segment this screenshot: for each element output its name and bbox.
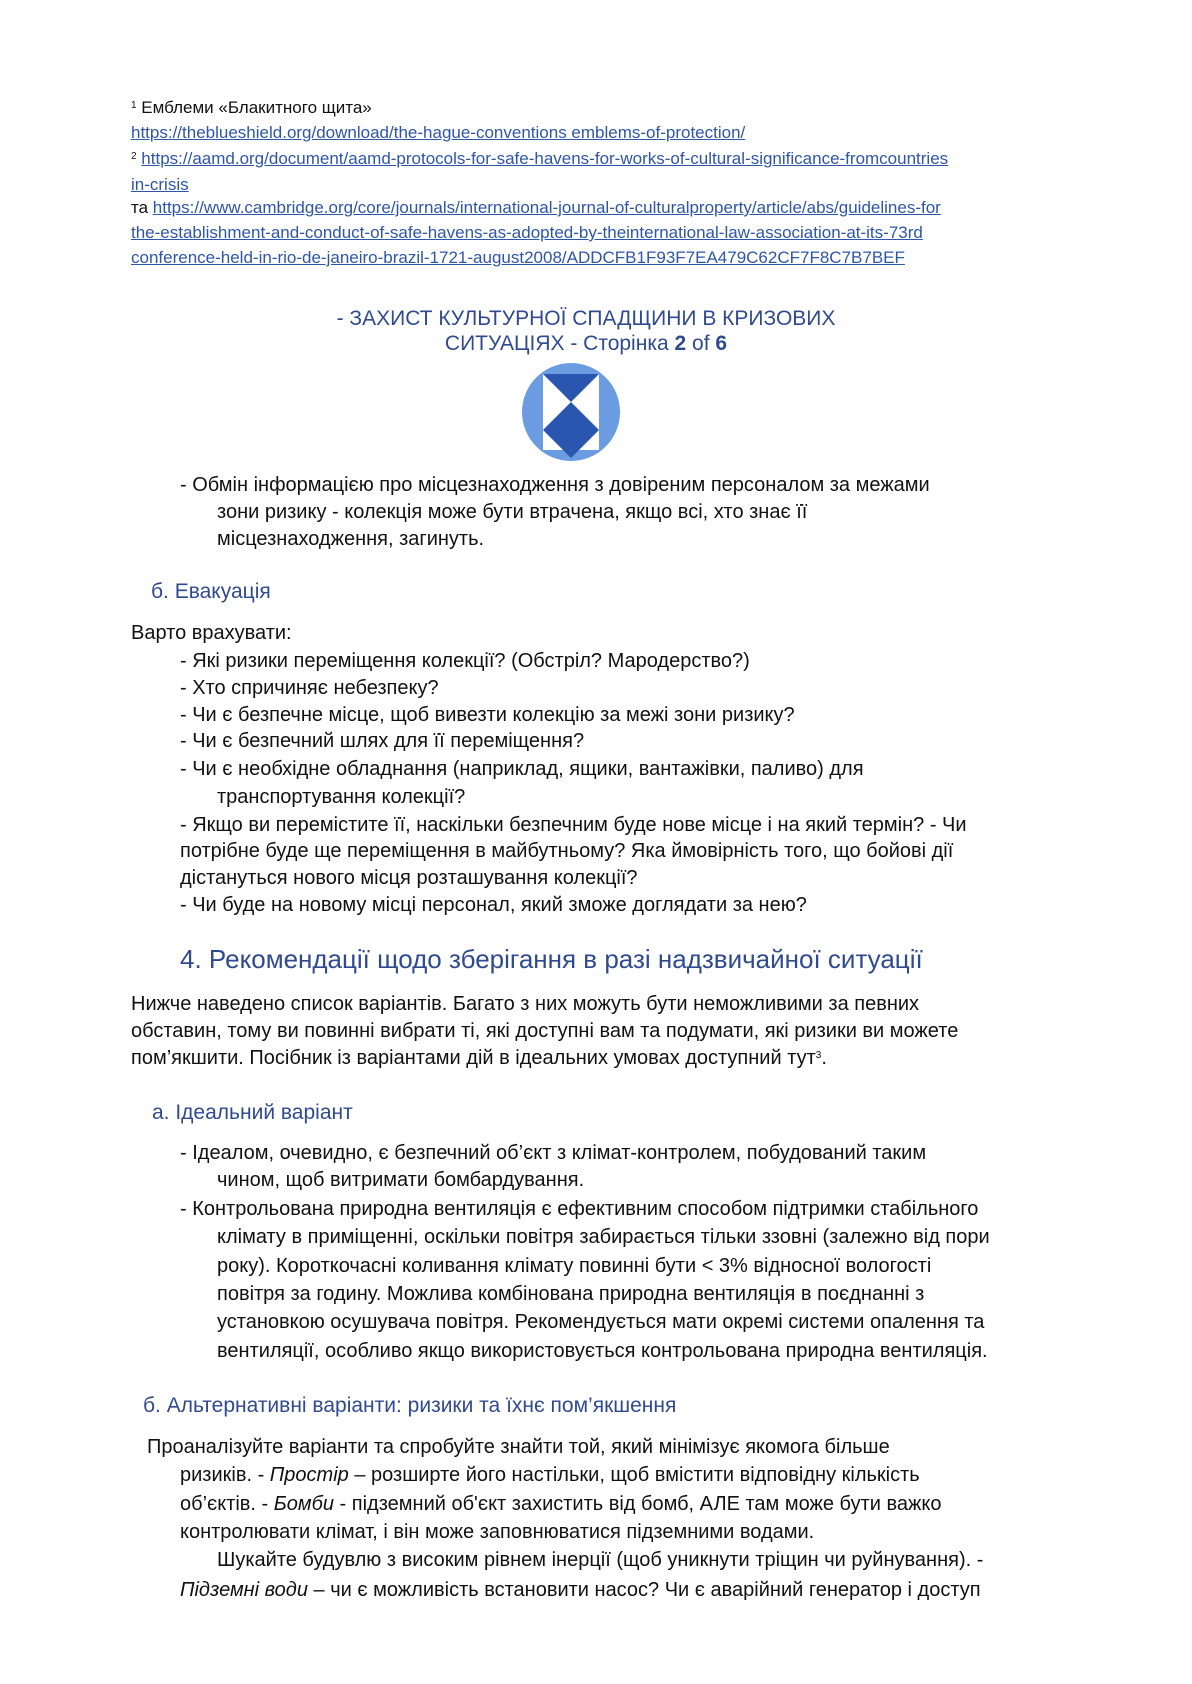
- list-item: дістануться нового місця розташування колекції?: [180, 867, 638, 889]
- list-item: - Чи буде на новому місці персонал, який зможе доглядати за нею?: [180, 894, 807, 916]
- section-heading-4: 4. Рекомендації щодо зберігання в разі надзвичайної ситуації: [180, 944, 923, 974]
- emphasis: Підземні води: [180, 1579, 308, 1601]
- list-item: потрібне буде ще переміщення в майбутньому? Яка ймовірність того, що бойові дії: [180, 840, 954, 862]
- footnote-1: [131, 97, 372, 119]
- emphasis: Бомби: [273, 1493, 334, 1515]
- paragraph-line: [180, 1492, 941, 1516]
- page-header-line1: - ЗАХИСТ КУЛЬТУРНОЇ СПАДЩИНИ В КРИЗОВИХ: [336, 307, 836, 330]
- list-item: вентиляції, особливо якщо використовується контрольована природна вентиляція.: [217, 1340, 988, 1362]
- paragraph-line: [131, 1046, 827, 1070]
- paragraph-text: пом’якшити. Посібник із варіантами дій в ідеальних умовах доступний тут: [131, 1047, 816, 1069]
- aamd-link-cont[interactable]: in-crisis: [131, 175, 189, 194]
- conjunction: та: [131, 198, 153, 217]
- cambridge-link-cont-1[interactable]: the-establishment-and-conduct-of-safe-havens-as-adopted-by-theinternational-law-association-at-its-73rd: [131, 223, 923, 242]
- paragraph-line: Шукайте будувлю з високим рівнем інерції (щоб уникнути тріщин чи руйнування). -: [217, 1549, 984, 1571]
- page-header-line2: [0, 331, 1172, 356]
- page-number: 2: [674, 332, 687, 355]
- paragraph-line: контролювати клімат, і він може заповнюватися підземними водами.: [180, 1521, 815, 1543]
- list-item: клімату в приміщенні, оскільки повітря забирається тільки ззовні (залежно від пори: [217, 1226, 990, 1248]
- evac-lead: Варто врахувати:: [131, 622, 292, 644]
- footnote-2: [131, 148, 948, 170]
- list-item: - Ідеалом, очевидно, є безпечний об’єкт з клімат-контролем, побудований таким: [180, 1142, 927, 1164]
- of-text: of: [686, 332, 716, 355]
- intro-line: місцезнаходження, загинуть.: [217, 528, 485, 550]
- footnote-number: 1: [131, 100, 137, 111]
- list-item: установкою осушувача повітря. Рекомендується мати окремі системи опалення та: [217, 1311, 985, 1333]
- paragraph-line: Проаналізуйте варіанти та спробуйте знайти той, який мінімізує якомога більше: [147, 1436, 890, 1458]
- blue-shield-emblem-icon: [521, 362, 621, 462]
- text: – чи є можливість встановити насос? Чи є аварійний генератор і доступ: [307, 1579, 981, 1601]
- text: – розширте його настільки, щоб вмістити відповідну кількість: [348, 1464, 920, 1486]
- footnote-2-cont: [131, 197, 941, 219]
- footnote-ref-3[interactable]: 3: [815, 1050, 822, 1061]
- paragraph-line: [180, 1463, 920, 1487]
- paragraph-line: [180, 1578, 981, 1602]
- paragraph-line: Нижче наведено список варіантів. Багато з них можуть бути неможливими за певних: [131, 993, 920, 1015]
- list-item: - Чи є безпечне місце, щоб вивезти колекцію за межі зони ризику?: [180, 704, 795, 726]
- intro-line: - Обмін інформацією про місцезнаходження з довіреним персоналом за межами: [180, 474, 930, 496]
- aamd-link[interactable]: https://aamd.org/document/aamd-protocols-for-safe-havens-for-works-of-cultural-significance-fromcountries: [141, 149, 949, 168]
- list-item: транспортування колекції?: [217, 786, 466, 808]
- list-item: - Чи є безпечний шлях для її переміщення?: [180, 730, 585, 752]
- list-item: повітря за годину. Можлива комбінована природна вентиляція в поєднанні з: [217, 1283, 925, 1305]
- period: .: [821, 1047, 827, 1069]
- page-total: 6: [715, 332, 728, 355]
- list-item: - Які ризики переміщення колекції? (Обстріл? Мародерство?): [180, 650, 750, 672]
- section-heading-evacuation: б. Евакуація: [151, 580, 271, 603]
- list-item: - Якщо ви перемістите її, наскільки безпечним буде нове місце і на який термін? - Чи: [180, 814, 967, 836]
- list-item: - Чи є необхідне обладнання (наприклад, ящики, вантажівки, паливо) для: [180, 758, 864, 780]
- section-heading-alternatives: б. Альтернативні варіанти: ризики та їхнє пом’якшення: [143, 1394, 677, 1417]
- footnote-text: Емблеми «Блакитного щита»: [141, 98, 372, 117]
- header-text: СИТУАЦІЯХ - Сторінка: [444, 332, 675, 355]
- text: ризиків. -: [180, 1464, 270, 1486]
- list-item: - Хто спричиняє небезпеку?: [180, 677, 439, 699]
- footnote-number: 2: [131, 151, 137, 162]
- section-heading-ideal: а. Ідеальний варіант: [152, 1101, 353, 1124]
- text: - підземний об'єкт захистить від бомб, АЛЕ там може бути важко: [334, 1493, 942, 1515]
- list-item: - Контрольована природна вентиляція є ефективним способом підтримки стабільного: [180, 1198, 979, 1220]
- list-item: року). Короткочасні коливання клімату повинні бути < 3% відносної вологості: [217, 1255, 932, 1277]
- cambridge-link[interactable]: https://www.cambridge.org/core/journals/international-journal-of-culturalproperty/article/abs/guidelines-for: [152, 198, 941, 217]
- list-item: чином, щоб витримати бомбардування.: [217, 1169, 585, 1191]
- emphasis: Простір: [269, 1464, 349, 1486]
- intro-line: зони ризику - колекція може бути втрачена, якщо всі, хто знає її: [217, 501, 808, 523]
- cambridge-link-cont-2[interactable]: conference-held-in-rio-de-janeiro-brazil-1721-august2008/ADDCFB1F93F7EA479C62CF7F8C7B7BEF: [131, 248, 905, 267]
- blueshield-link[interactable]: https://theblueshield.org/download/the-hague-conventions emblems-of-protection/: [131, 123, 746, 142]
- paragraph-line: обставин, тому ви повинні вибрати ті, які доступні вам та подумати, які ризики ви можете: [131, 1020, 959, 1042]
- text: об’єктів. -: [180, 1493, 274, 1515]
